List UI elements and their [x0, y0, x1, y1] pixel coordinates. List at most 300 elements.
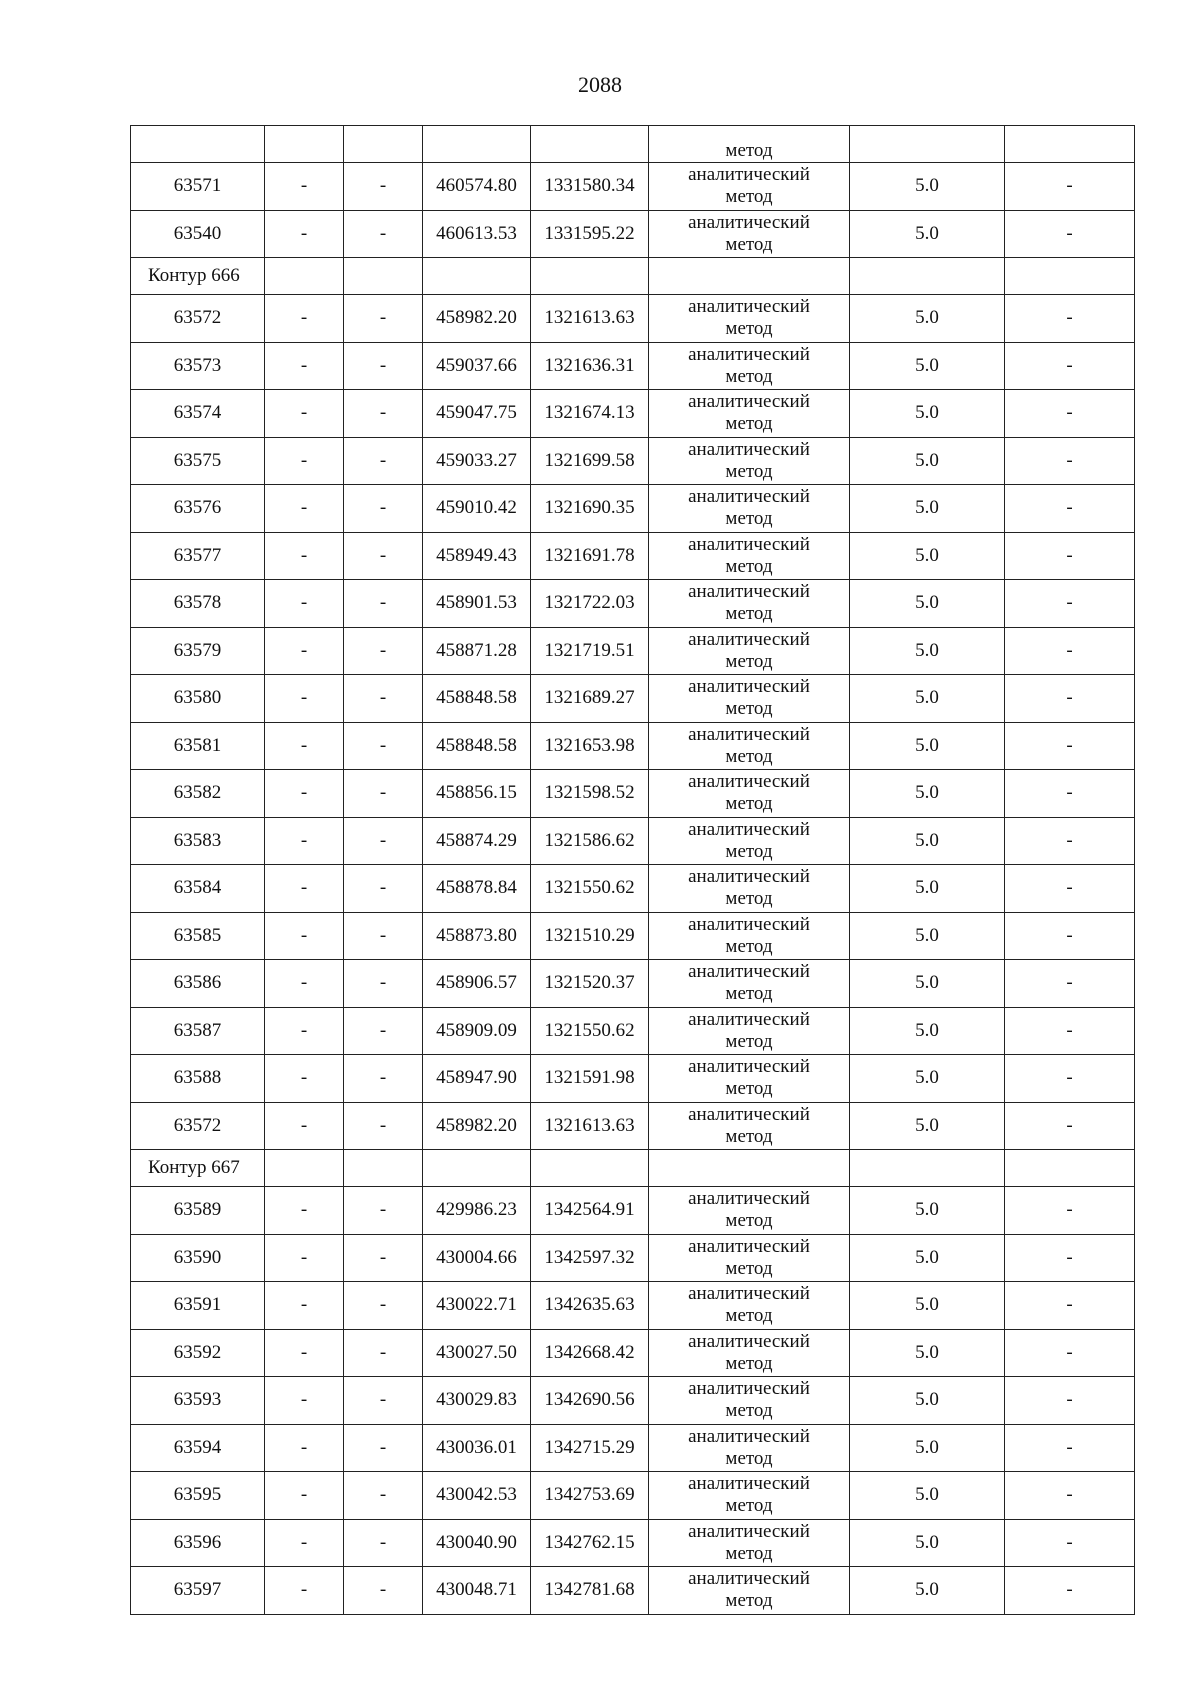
method-line-2: метод	[725, 508, 773, 530]
cell-empty	[423, 126, 531, 163]
point-id-cell: 63572	[131, 1102, 265, 1150]
method-line-2: метод	[725, 935, 773, 957]
cell-empty	[344, 258, 423, 295]
method-cell	[649, 1519, 850, 1567]
dash-cell: -	[344, 532, 423, 580]
dash-cell: -	[344, 1329, 423, 1377]
accuracy-cell: 5.0	[850, 210, 1005, 258]
dash-cell: -	[344, 1424, 423, 1472]
cell-empty	[344, 126, 423, 163]
table-row	[131, 163, 1135, 211]
table-row	[131, 342, 1135, 390]
y-coordinate-cell: 1342781.68	[531, 1567, 649, 1615]
method-cell	[649, 865, 850, 913]
dash-cell: -	[1005, 960, 1135, 1008]
method-line-1: аналитический	[688, 913, 810, 935]
point-id-cell: 63540	[131, 210, 265, 258]
method-line-2: метод	[725, 1078, 773, 1100]
table-row	[131, 722, 1135, 770]
y-coordinate-cell: 1321591.98	[531, 1055, 649, 1103]
method-line-2: метод	[725, 1590, 773, 1612]
method-line-2: метод	[725, 793, 773, 815]
cell-empty	[1005, 126, 1135, 163]
point-id-cell: 63577	[131, 532, 265, 580]
point-id-cell: 63588	[131, 1055, 265, 1103]
y-coordinate-cell: 1331595.22	[531, 210, 649, 258]
x-coordinate-cell: 458906.57	[423, 960, 531, 1008]
method-cell	[649, 1282, 850, 1330]
method-cell	[649, 295, 850, 343]
y-coordinate-cell: 1331580.34	[531, 163, 649, 211]
method-cell	[649, 1424, 850, 1472]
dash-cell: -	[344, 770, 423, 818]
dash-cell: -	[344, 485, 423, 533]
y-coordinate-cell: 1321674.13	[531, 390, 649, 438]
method-cell	[649, 1329, 850, 1377]
method-line-2: метод	[725, 983, 773, 1005]
cell-empty	[265, 1150, 344, 1187]
dash-cell: -	[265, 1007, 344, 1055]
dash-cell: -	[344, 437, 423, 485]
y-coordinate-cell: 1321689.27	[531, 675, 649, 723]
x-coordinate-cell: 458848.58	[423, 675, 531, 723]
accuracy-cell: 5.0	[850, 1234, 1005, 1282]
dash-cell: -	[1005, 1329, 1135, 1377]
dash-cell: -	[1005, 295, 1135, 343]
method-line-1: аналитический	[688, 486, 810, 508]
accuracy-cell: 5.0	[850, 580, 1005, 628]
table-row	[131, 675, 1135, 723]
method-line-2: метод	[725, 365, 773, 387]
method-line-2: метод	[725, 1542, 773, 1564]
table-row	[131, 485, 1135, 533]
point-id-cell: 63579	[131, 627, 265, 675]
x-coordinate-cell: 459037.66	[423, 342, 531, 390]
dash-cell: -	[265, 1519, 344, 1567]
point-id-cell: 63591	[131, 1282, 265, 1330]
point-id-cell: 63587	[131, 1007, 265, 1055]
method-cell	[649, 163, 850, 211]
dash-cell: -	[265, 210, 344, 258]
point-id-cell: 63589	[131, 1187, 265, 1235]
dash-cell: -	[265, 675, 344, 723]
dash-cell: -	[1005, 1007, 1135, 1055]
dash-cell: -	[265, 1282, 344, 1330]
method-line-2: метод	[725, 1305, 773, 1327]
y-coordinate-cell: 1321653.98	[531, 722, 649, 770]
accuracy-cell: 5.0	[850, 485, 1005, 533]
dash-cell: -	[1005, 1055, 1135, 1103]
dash-cell: -	[344, 627, 423, 675]
dash-cell: -	[265, 437, 344, 485]
section-header-row	[131, 258, 1135, 295]
method-cell	[649, 912, 850, 960]
dash-cell: -	[1005, 1472, 1135, 1520]
dash-cell: -	[265, 722, 344, 770]
x-coordinate-cell: 460574.80	[423, 163, 531, 211]
method-cell	[649, 437, 850, 485]
y-coordinate-cell: 1321722.03	[531, 580, 649, 628]
dash-cell: -	[344, 210, 423, 258]
dash-cell: -	[344, 1234, 423, 1282]
dash-cell: -	[344, 1377, 423, 1425]
method-line-1: аналитический	[688, 771, 810, 793]
cell-empty	[850, 258, 1005, 295]
cell-empty	[850, 1150, 1005, 1187]
x-coordinate-cell: 429986.23	[423, 1187, 531, 1235]
x-coordinate-cell: 458947.90	[423, 1055, 531, 1103]
point-id-cell: 63586	[131, 960, 265, 1008]
method-line-1: аналитический	[688, 1283, 810, 1305]
method-cell	[649, 1567, 850, 1615]
x-coordinate-cell: 458982.20	[423, 1102, 531, 1150]
table-row	[131, 437, 1135, 485]
dash-cell: -	[265, 1567, 344, 1615]
dash-cell: -	[265, 1377, 344, 1425]
dash-cell: -	[344, 1187, 423, 1235]
method-line-1: аналитический	[688, 961, 810, 983]
dash-cell: -	[1005, 817, 1135, 865]
dash-cell: -	[265, 532, 344, 580]
cell-empty	[265, 258, 344, 295]
dash-cell: -	[265, 1472, 344, 1520]
dash-cell: -	[344, 675, 423, 723]
dash-cell: -	[265, 865, 344, 913]
method-line-1: аналитический	[688, 1473, 810, 1495]
dash-cell: -	[1005, 1187, 1135, 1235]
point-id-cell: 63582	[131, 770, 265, 818]
cell-empty	[344, 1150, 423, 1187]
x-coordinate-cell: 458949.43	[423, 532, 531, 580]
accuracy-cell: 5.0	[850, 295, 1005, 343]
method-line-2: метод	[725, 650, 773, 672]
accuracy-cell: 5.0	[850, 1424, 1005, 1472]
method-cell	[649, 722, 850, 770]
y-coordinate-cell: 1342762.15	[531, 1519, 649, 1567]
method-line-2: метод	[725, 555, 773, 577]
y-coordinate-cell: 1321586.62	[531, 817, 649, 865]
point-id-cell: 63594	[131, 1424, 265, 1472]
cell-empty	[850, 126, 1005, 163]
dash-cell: -	[344, 1567, 423, 1615]
x-coordinate-cell: 458878.84	[423, 865, 531, 913]
cell-empty	[423, 1150, 531, 1187]
y-coordinate-cell: 1342753.69	[531, 1472, 649, 1520]
point-id-cell: 63593	[131, 1377, 265, 1425]
dash-cell: -	[344, 865, 423, 913]
dash-cell: -	[265, 627, 344, 675]
point-id-cell: 63575	[131, 437, 265, 485]
method-line-1: аналитический	[688, 1235, 810, 1257]
table-row	[131, 912, 1135, 960]
x-coordinate-cell: 430029.83	[423, 1377, 531, 1425]
y-coordinate-cell: 1342715.29	[531, 1424, 649, 1472]
point-id-cell: 63597	[131, 1567, 265, 1615]
y-coordinate-cell: 1321699.58	[531, 437, 649, 485]
y-coordinate-cell: 1321510.29	[531, 912, 649, 960]
dash-cell: -	[344, 295, 423, 343]
dash-cell: -	[1005, 627, 1135, 675]
accuracy-cell: 5.0	[850, 1377, 1005, 1425]
section-label: Контур 667	[131, 1150, 265, 1187]
table-row	[131, 1567, 1135, 1615]
method-line-2: метод	[725, 1400, 773, 1422]
dash-cell: -	[1005, 1377, 1135, 1425]
dash-cell: -	[1005, 722, 1135, 770]
y-coordinate-cell: 1321691.78	[531, 532, 649, 580]
table-row	[131, 390, 1135, 438]
dash-cell: -	[1005, 675, 1135, 723]
table-row	[131, 1282, 1135, 1330]
method-cell	[649, 675, 850, 723]
method-line-1: аналитический	[688, 391, 810, 413]
method-line-1: аналитический	[688, 676, 810, 698]
accuracy-cell: 5.0	[850, 865, 1005, 913]
method-cell	[649, 1055, 850, 1103]
point-id-cell: 63578	[131, 580, 265, 628]
point-id-cell: 63574	[131, 390, 265, 438]
dash-cell: -	[344, 817, 423, 865]
accuracy-cell: 5.0	[850, 1329, 1005, 1377]
method-cell	[649, 1187, 850, 1235]
accuracy-cell: 5.0	[850, 675, 1005, 723]
dash-cell: -	[1005, 210, 1135, 258]
accuracy-cell: 5.0	[850, 770, 1005, 818]
method-line-2: метод	[725, 1447, 773, 1469]
accuracy-cell: 5.0	[850, 1055, 1005, 1103]
accuracy-cell: 5.0	[850, 1102, 1005, 1150]
method-line-2: метод	[725, 888, 773, 910]
point-id-cell: 63595	[131, 1472, 265, 1520]
method-line-1: аналитический	[688, 1188, 810, 1210]
y-coordinate-cell: 1321719.51	[531, 627, 649, 675]
point-id-cell: 63583	[131, 817, 265, 865]
x-coordinate-cell: 430042.53	[423, 1472, 531, 1520]
cell-empty	[531, 126, 649, 163]
accuracy-cell: 5.0	[850, 1282, 1005, 1330]
dash-cell: -	[1005, 1234, 1135, 1282]
table-row	[131, 1187, 1135, 1235]
method-line-2: метод	[725, 233, 773, 255]
accuracy-cell: 5.0	[850, 342, 1005, 390]
continued-row	[131, 126, 1135, 163]
dash-cell: -	[1005, 163, 1135, 211]
dash-cell: -	[265, 580, 344, 628]
method-line-1: аналитический	[688, 533, 810, 555]
y-coordinate-cell: 1321690.35	[531, 485, 649, 533]
method-cell	[649, 485, 850, 533]
dash-cell: -	[265, 295, 344, 343]
dash-cell: -	[344, 342, 423, 390]
dash-cell: -	[344, 390, 423, 438]
dash-cell: -	[344, 1282, 423, 1330]
method-line-2: метод	[725, 413, 773, 435]
dash-cell: -	[1005, 1567, 1135, 1615]
point-id-cell: 63573	[131, 342, 265, 390]
x-coordinate-cell: 458848.58	[423, 722, 531, 770]
accuracy-cell: 5.0	[850, 722, 1005, 770]
dash-cell: -	[1005, 485, 1135, 533]
accuracy-cell: 5.0	[850, 1187, 1005, 1235]
method-line-1: аналитический	[688, 438, 810, 460]
accuracy-cell: 5.0	[850, 390, 1005, 438]
accuracy-cell: 5.0	[850, 437, 1005, 485]
table-row	[131, 580, 1135, 628]
page-number: 2088	[578, 72, 622, 97]
dash-cell: -	[265, 1329, 344, 1377]
method-line-2: метод	[725, 460, 773, 482]
method-line-2: метод	[725, 603, 773, 625]
method-line-1: аналитический	[688, 1378, 810, 1400]
table-row	[131, 1329, 1135, 1377]
dash-cell: -	[1005, 437, 1135, 485]
x-coordinate-cell: 458982.20	[423, 295, 531, 343]
dash-cell: -	[344, 1007, 423, 1055]
y-coordinate-cell: 1321550.62	[531, 1007, 649, 1055]
dash-cell: -	[344, 912, 423, 960]
dash-cell: -	[344, 163, 423, 211]
method-line-2: метод	[725, 698, 773, 720]
method-line-1: аналитический	[688, 628, 810, 650]
dash-cell: -	[1005, 865, 1135, 913]
dash-cell: -	[265, 912, 344, 960]
y-coordinate-cell: 1342597.32	[531, 1234, 649, 1282]
point-id-cell: 63571	[131, 163, 265, 211]
method-cell	[649, 627, 850, 675]
section-header-row	[131, 1150, 1135, 1187]
table-row	[131, 960, 1135, 1008]
dash-cell: -	[265, 163, 344, 211]
point-id-cell: 63572	[131, 295, 265, 343]
y-coordinate-cell: 1321598.52	[531, 770, 649, 818]
dash-cell: -	[1005, 770, 1135, 818]
accuracy-cell: 5.0	[850, 1007, 1005, 1055]
accuracy-cell: 5.0	[850, 1567, 1005, 1615]
dash-cell: -	[265, 390, 344, 438]
table-row	[131, 295, 1135, 343]
method-line-1: аналитический	[688, 1568, 810, 1590]
dash-cell: -	[1005, 532, 1135, 580]
table-row	[131, 1007, 1135, 1055]
method-cell	[649, 210, 850, 258]
dash-cell: -	[265, 342, 344, 390]
method-line-2: метод	[725, 1257, 773, 1279]
x-coordinate-cell: 430027.50	[423, 1329, 531, 1377]
method-cell	[649, 580, 850, 628]
point-id-cell: 63580	[131, 675, 265, 723]
point-id-cell: 63581	[131, 722, 265, 770]
y-coordinate-cell: 1342564.91	[531, 1187, 649, 1235]
cell-empty	[131, 126, 265, 163]
dash-cell: -	[1005, 1424, 1135, 1472]
y-coordinate-cell: 1342635.63	[531, 1282, 649, 1330]
method-cell	[649, 817, 850, 865]
method-line-1: аналитический	[688, 1056, 810, 1078]
method-line-1: аналитический	[688, 723, 810, 745]
cell-empty	[649, 1150, 850, 1187]
method-line-1: аналитический	[688, 296, 810, 318]
method-cell	[649, 1234, 850, 1282]
accuracy-cell: 5.0	[850, 817, 1005, 865]
y-coordinate-cell: 1321613.63	[531, 1102, 649, 1150]
method-cell	[649, 532, 850, 580]
point-id-cell: 63584	[131, 865, 265, 913]
x-coordinate-cell: 459033.27	[423, 437, 531, 485]
y-coordinate-cell: 1321613.63	[531, 295, 649, 343]
method-line-2: метод	[725, 1030, 773, 1052]
method-line-2: метод	[725, 1352, 773, 1374]
method-line-1: аналитический	[688, 818, 810, 840]
table-row	[131, 210, 1135, 258]
method-cell	[649, 1377, 850, 1425]
dash-cell: -	[265, 1187, 344, 1235]
dash-cell: -	[344, 722, 423, 770]
dash-cell: -	[1005, 580, 1135, 628]
dash-cell: -	[265, 817, 344, 865]
y-coordinate-cell: 1321520.37	[531, 960, 649, 1008]
accuracy-cell: 5.0	[850, 912, 1005, 960]
method-cell	[649, 390, 850, 438]
section-label: Контур 666	[131, 258, 265, 295]
point-id-cell: 63590	[131, 1234, 265, 1282]
method-line-1: аналитический	[688, 164, 810, 186]
method-cell	[649, 960, 850, 1008]
table-row	[131, 817, 1135, 865]
method-line-1: аналитический	[688, 581, 810, 603]
cell-empty	[649, 258, 850, 295]
table-body	[131, 126, 1135, 1615]
y-coordinate-cell: 1342668.42	[531, 1329, 649, 1377]
table-row	[131, 865, 1135, 913]
dash-cell: -	[344, 960, 423, 1008]
dash-cell: -	[344, 580, 423, 628]
method-line-1: аналитический	[688, 1520, 810, 1542]
x-coordinate-cell: 430048.71	[423, 1567, 531, 1615]
method-line-2: метод	[725, 1125, 773, 1147]
dash-cell: -	[344, 1055, 423, 1103]
dash-cell: -	[1005, 390, 1135, 438]
dash-cell: -	[265, 770, 344, 818]
y-coordinate-cell: 1321636.31	[531, 342, 649, 390]
x-coordinate-cell: 430022.71	[423, 1282, 531, 1330]
method-line-2: метод	[725, 840, 773, 862]
dash-cell: -	[344, 1102, 423, 1150]
method-line-2: метод	[725, 1210, 773, 1232]
table-row	[131, 1472, 1135, 1520]
method-cell	[649, 1472, 850, 1520]
accuracy-cell: 5.0	[850, 163, 1005, 211]
cell-empty	[531, 258, 649, 295]
method-line-2: метод	[725, 745, 773, 767]
accuracy-cell: 5.0	[850, 1472, 1005, 1520]
x-coordinate-cell: 458901.53	[423, 580, 531, 628]
method-line-1: аналитический	[688, 1103, 810, 1125]
x-coordinate-cell: 430040.90	[423, 1519, 531, 1567]
method-cell	[649, 342, 850, 390]
dash-cell: -	[1005, 342, 1135, 390]
method-cell	[649, 1007, 850, 1055]
dash-cell: -	[265, 960, 344, 1008]
cell-empty	[423, 258, 531, 295]
cell-empty	[265, 126, 344, 163]
dash-cell: -	[265, 485, 344, 533]
dash-cell: -	[265, 1055, 344, 1103]
x-coordinate-cell: 430036.01	[423, 1424, 531, 1472]
x-coordinate-cell: 459047.75	[423, 390, 531, 438]
method-cell	[649, 1102, 850, 1150]
cell-empty	[531, 1150, 649, 1187]
table-row	[131, 1519, 1135, 1567]
